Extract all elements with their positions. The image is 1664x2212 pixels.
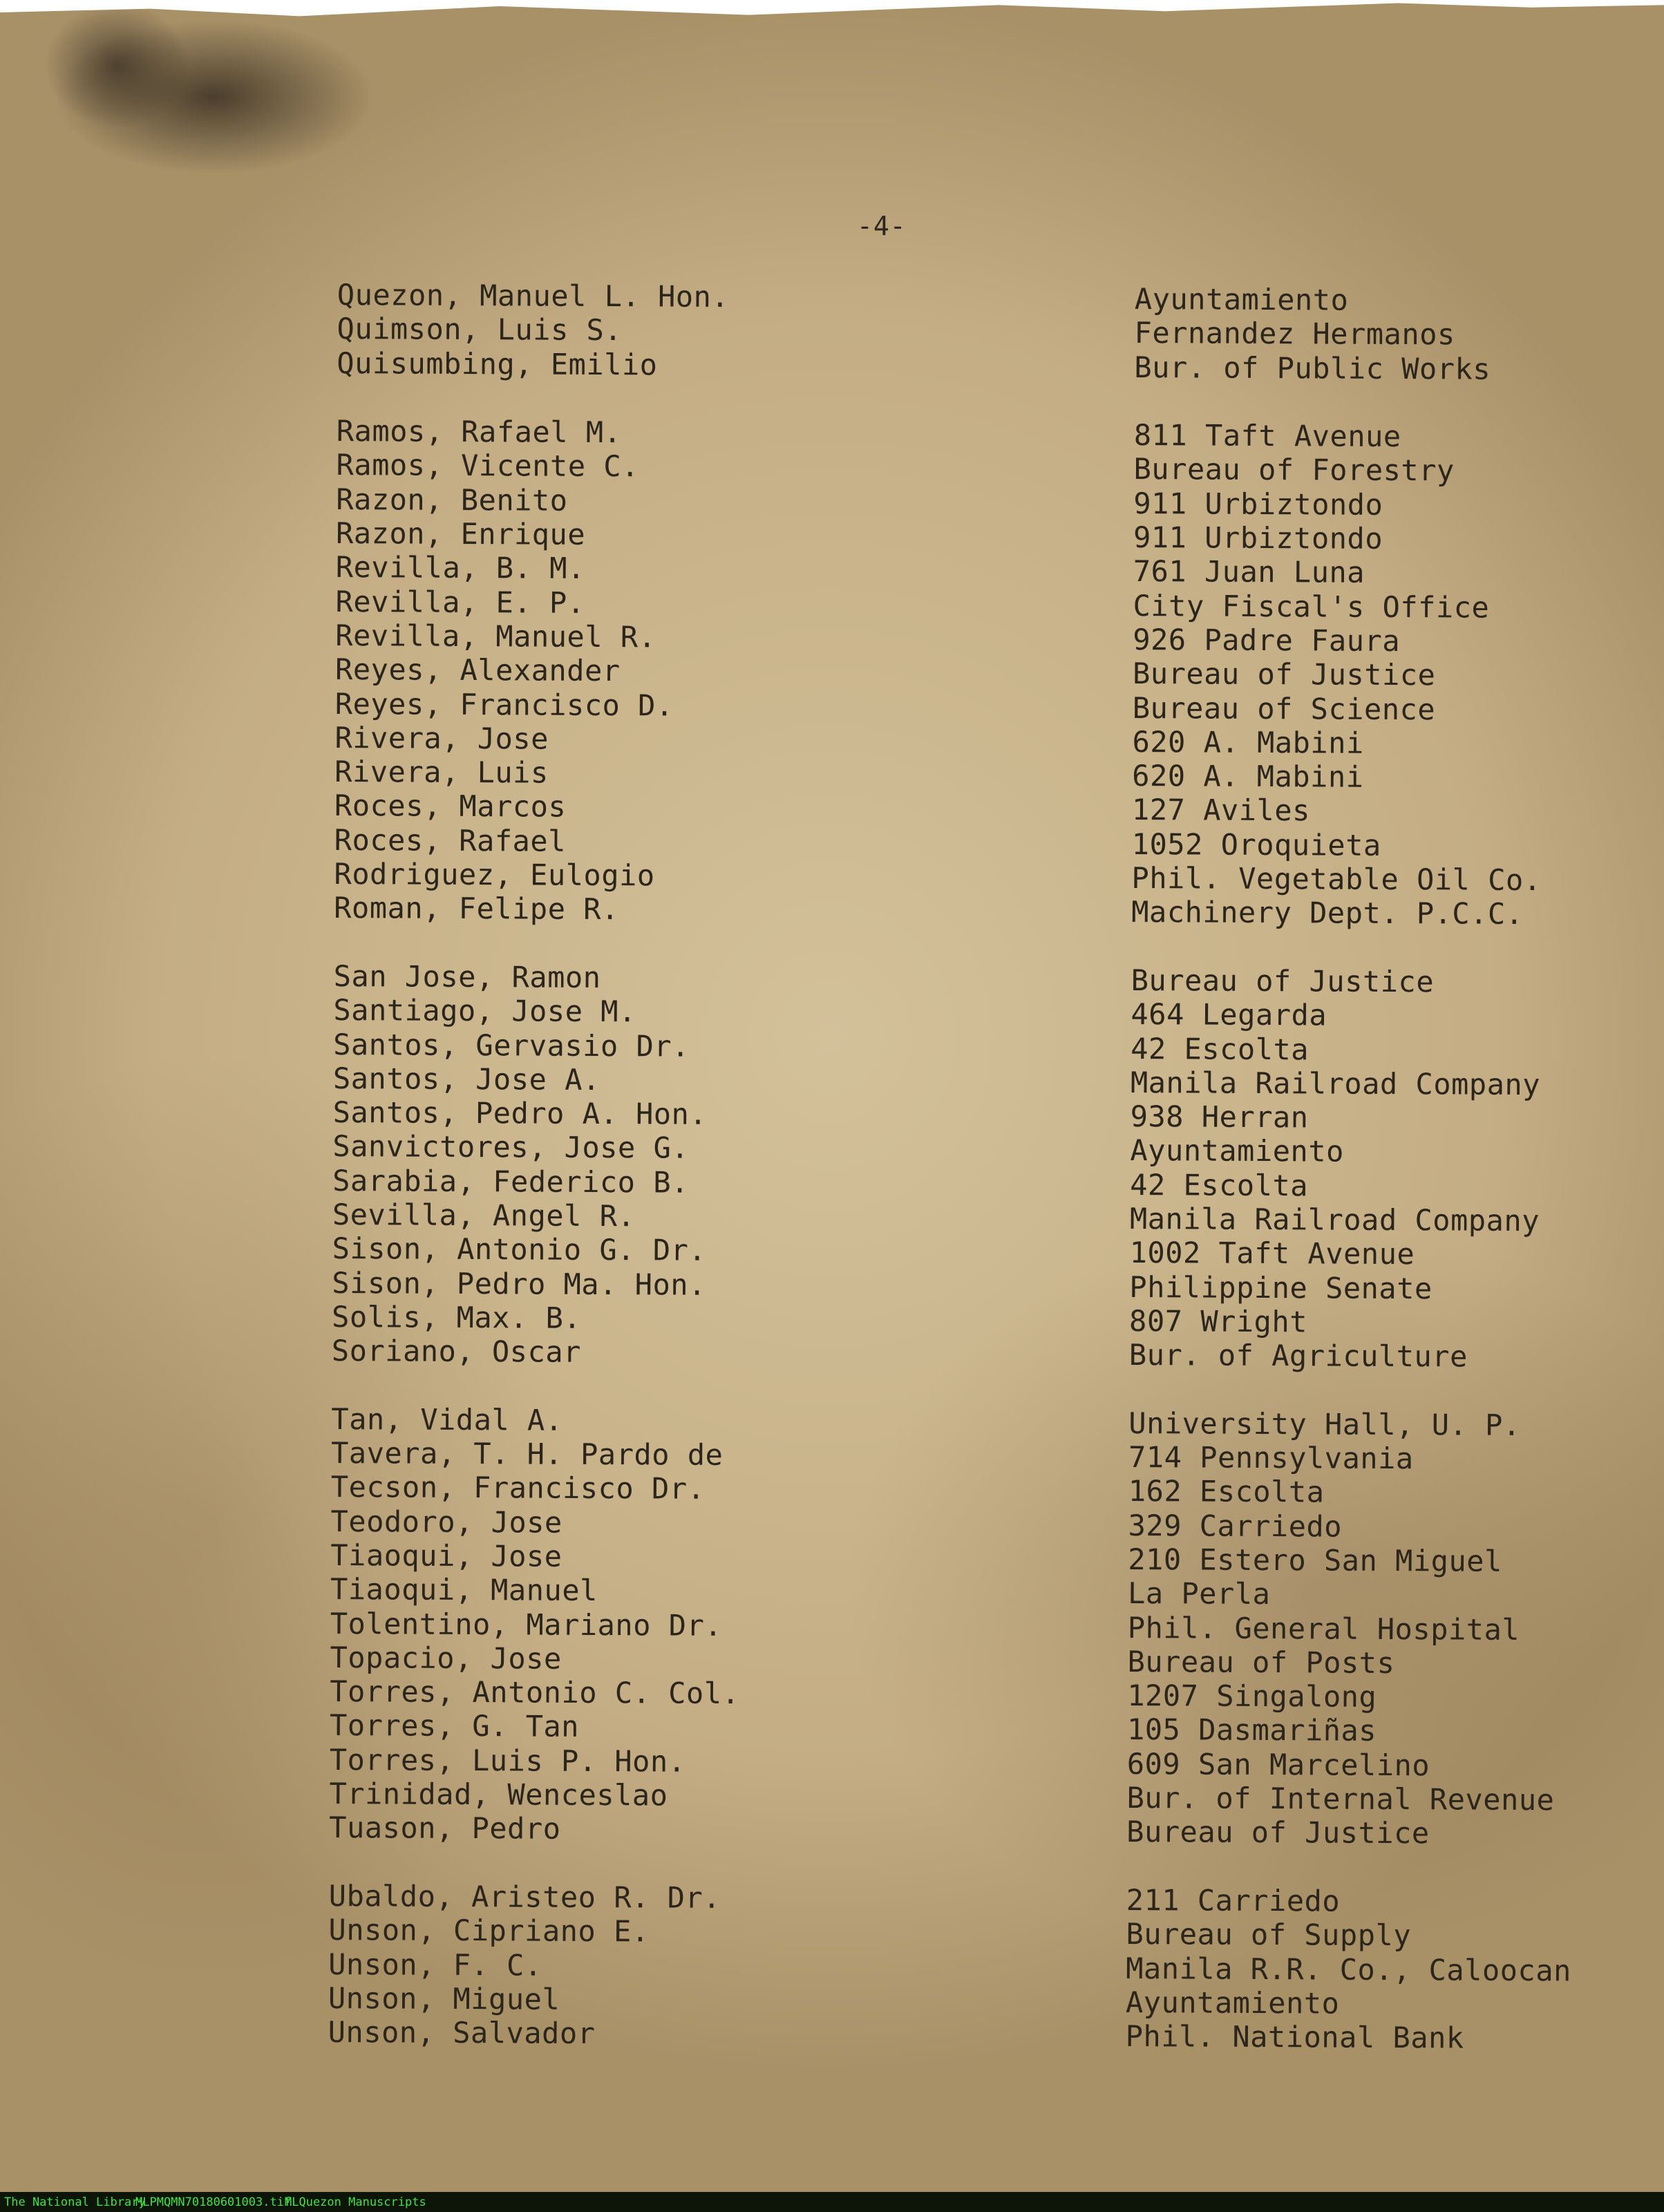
directory-address: 807 Wright <box>1128 1303 1308 1339</box>
directory-name: Torres, Antonio C. Col. <box>330 1674 740 1711</box>
torn-edge <box>0 0 1664 62</box>
section-gap <box>337 380 903 417</box>
directory-address: Bureau of Supply <box>1126 1917 1412 1953</box>
directory-name: Tiaoqui, Manuel <box>330 1572 598 1608</box>
directory-name: Reyes, Alexander <box>334 652 621 688</box>
section-gap <box>1128 1372 1654 1408</box>
directory-name: Roces, Marcos <box>334 788 567 824</box>
directory-address: 811 Taft Avenue <box>1133 418 1401 454</box>
directory-name: Sison, Antonio G. Dr. <box>332 1231 707 1268</box>
directory-name: Tolentino, Mariano Dr. <box>330 1606 723 1643</box>
footer-file: MLPMQMN70180601003.tif <box>135 2195 292 2209</box>
section-gap <box>1131 929 1656 966</box>
directory-address: 211 Carriedo <box>1126 1882 1341 1918</box>
directory-name: San Jose, Ramon <box>333 958 601 994</box>
directory-name: Quimson, Luis S. <box>337 312 623 348</box>
section-gap <box>1134 384 1659 421</box>
directory-name: Sison, Pedro Ma. Hon. <box>332 1265 707 1302</box>
directory-name: Teodoro, Jose <box>330 1504 562 1540</box>
directory-name: Unson, Cipriano E. <box>328 1913 650 1949</box>
directory-address: City Fiscal's Office <box>1133 588 1490 625</box>
directory-address: Bureau of Justice <box>1126 1815 1430 1851</box>
directory-address: University Hall, U. P. <box>1128 1406 1521 1442</box>
names-column <box>328 278 904 2052</box>
directory-name: Topacio, Jose <box>330 1640 562 1676</box>
directory-name: Unson, Miguel <box>328 1981 560 2016</box>
directory-name: Santiago, Jose M. <box>333 993 636 1029</box>
directory-address: Phil. Vegetable Oil Co. <box>1131 861 1542 898</box>
directory-address: 620 A. Mabini <box>1132 759 1364 794</box>
section-gap <box>331 1368 898 1405</box>
directory-name: Tavera, T. H. Pardo de <box>330 1436 724 1473</box>
directory-name: Rivera, Luis <box>334 755 549 790</box>
directory-address: 162 Escolta <box>1128 1474 1325 1509</box>
directory-name: Sanvictores, Jose G. <box>332 1129 690 1166</box>
directory-address: 127 Aviles <box>1131 793 1310 828</box>
directory-name: Ramos, Vicente C. <box>336 448 640 484</box>
directory-address: Bur. of Agriculture <box>1128 1338 1468 1374</box>
directory-name: Tuason, Pedro <box>329 1811 561 1846</box>
directory-address: Manila Railroad Company <box>1130 1065 1541 1102</box>
section-gap <box>1126 1849 1652 1886</box>
directory-address: Fernandez Hermanos <box>1134 316 1455 352</box>
directory-name: Santos, Pedro A. Hon. <box>332 1095 708 1131</box>
directory-address: La Perla <box>1127 1576 1271 1611</box>
footer-collection: MLQuezon Manuscripts <box>285 2195 426 2209</box>
directory-name: Roces, Rafael <box>334 822 567 858</box>
directory-address: 329 Carriedo <box>1128 1508 1343 1544</box>
directory-name: Santos, Gervasio Dr. <box>333 1027 690 1064</box>
directory-address: 926 Padre Faura <box>1133 622 1401 658</box>
directory-name: Torres, Luis P. Hon. <box>329 1742 686 1779</box>
directory-name: Unson, Salvador <box>328 2015 596 2051</box>
directory-address: 714 Pennsylvania <box>1128 1440 1414 1476</box>
directory-address: Manila R.R. Co., Caloocan <box>1126 1951 1571 1987</box>
directory-address: Manila Railroad Company <box>1129 1201 1540 1238</box>
directory-name: Sevilla, Angel R. <box>332 1197 636 1233</box>
directory-address: Bureau of Justice <box>1131 963 1435 999</box>
directory-name: Rivera, Jose <box>334 720 549 756</box>
directory-address: 1052 Oroquieta <box>1131 826 1381 862</box>
directory-address: 105 Dasmariñas <box>1126 1712 1377 1748</box>
directory-address: Bureau of Justice <box>1132 656 1436 692</box>
directory-address: Ayuntamiento <box>1130 1133 1344 1169</box>
directory-address: 210 Estero San Miguel <box>1128 1542 1502 1578</box>
directory-address: 761 Juan Luna <box>1133 554 1365 590</box>
directory-address: Bureau of Forestry <box>1133 452 1455 488</box>
directory-address: Bureau of Posts <box>1127 1644 1395 1680</box>
directory-address: Ayuntamiento <box>1134 282 1349 317</box>
directory-name: Unson, F. C. <box>328 1947 542 1983</box>
directory-name: Tan, Vidal A. <box>331 1401 563 1437</box>
directory-name: Revilla, E. P. <box>335 584 585 620</box>
directory-address: Bur. of Public Works <box>1134 350 1491 386</box>
directory-name: Santos, Jose A. <box>332 1061 601 1097</box>
section-gap <box>334 925 900 963</box>
directory-name: Quezon, Manuel L. Hon. <box>337 278 730 314</box>
directory-address: Phil. General Hospital <box>1127 1610 1520 1647</box>
directory-address: 609 San Marcelino <box>1126 1746 1430 1783</box>
directory-address: 1002 Taft Avenue <box>1129 1236 1415 1272</box>
directory-address: Phil. National Bank <box>1125 2019 1464 2055</box>
directory-address: Philippine Senate <box>1129 1269 1433 1305</box>
directory-name: Quisumbing, Emilio <box>337 346 658 382</box>
directory-name: Tecson, Francisco Dr. <box>330 1470 706 1506</box>
directory-name: Solis, Max. B. <box>331 1299 582 1335</box>
directory-address: 1207 Singalong <box>1127 1679 1377 1714</box>
directory-address: 911 Urbiztondo <box>1133 520 1383 556</box>
directory-name: Tiaoqui, Jose <box>330 1538 562 1573</box>
footer-library: The National Library <box>4 2195 146 2209</box>
directory-name: Ramos, Rafael M. <box>336 414 622 450</box>
directory-address: 620 A. Mabini <box>1132 724 1364 760</box>
directory-address: 938 Herran <box>1130 1099 1309 1135</box>
directory-address: 464 Legarda <box>1131 997 1327 1032</box>
directory-name: Soriano, Oscar <box>331 1334 582 1370</box>
directory-name: Reyes, Francisco D. <box>334 686 674 723</box>
directory-name: Revilla, B. M. <box>335 550 585 586</box>
directory-name: Razon, Benito <box>336 482 568 518</box>
directory-name: Revilla, Manuel R. <box>335 618 656 654</box>
section-gap <box>329 1845 896 1882</box>
directory-name: Trinidad, Wenceslao <box>329 1777 668 1813</box>
directory-name: Roman, Felipe R. <box>334 891 619 927</box>
directory-address: Ayuntamiento <box>1125 1985 1340 2021</box>
directory-address: Machinery Dept. P.C.C. <box>1131 895 1524 932</box>
directory-address: 911 Urbiztondo <box>1133 486 1383 522</box>
directory-address: 42 Escolta <box>1131 1031 1310 1066</box>
directory-name: Ubaldo, Aristeo R. Dr. <box>328 1878 721 1915</box>
directory-address: Bureau of Science <box>1132 690 1436 726</box>
directory-name: Rodriguez, Eulogio <box>334 857 655 893</box>
directory-address: 42 Escolta <box>1130 1167 1309 1203</box>
addresses-column <box>1126 282 1660 2056</box>
directory-name: Razon, Enrique <box>335 516 586 551</box>
directory-name: Sarabia, Federico B. <box>332 1163 690 1200</box>
directory-address: Bur. of Internal Revenue <box>1126 1781 1555 1817</box>
directory-name: Torres, G. Tan <box>329 1708 580 1744</box>
scan-footer-bar <box>0 2192 1664 2212</box>
page-number: -4- <box>857 211 907 241</box>
